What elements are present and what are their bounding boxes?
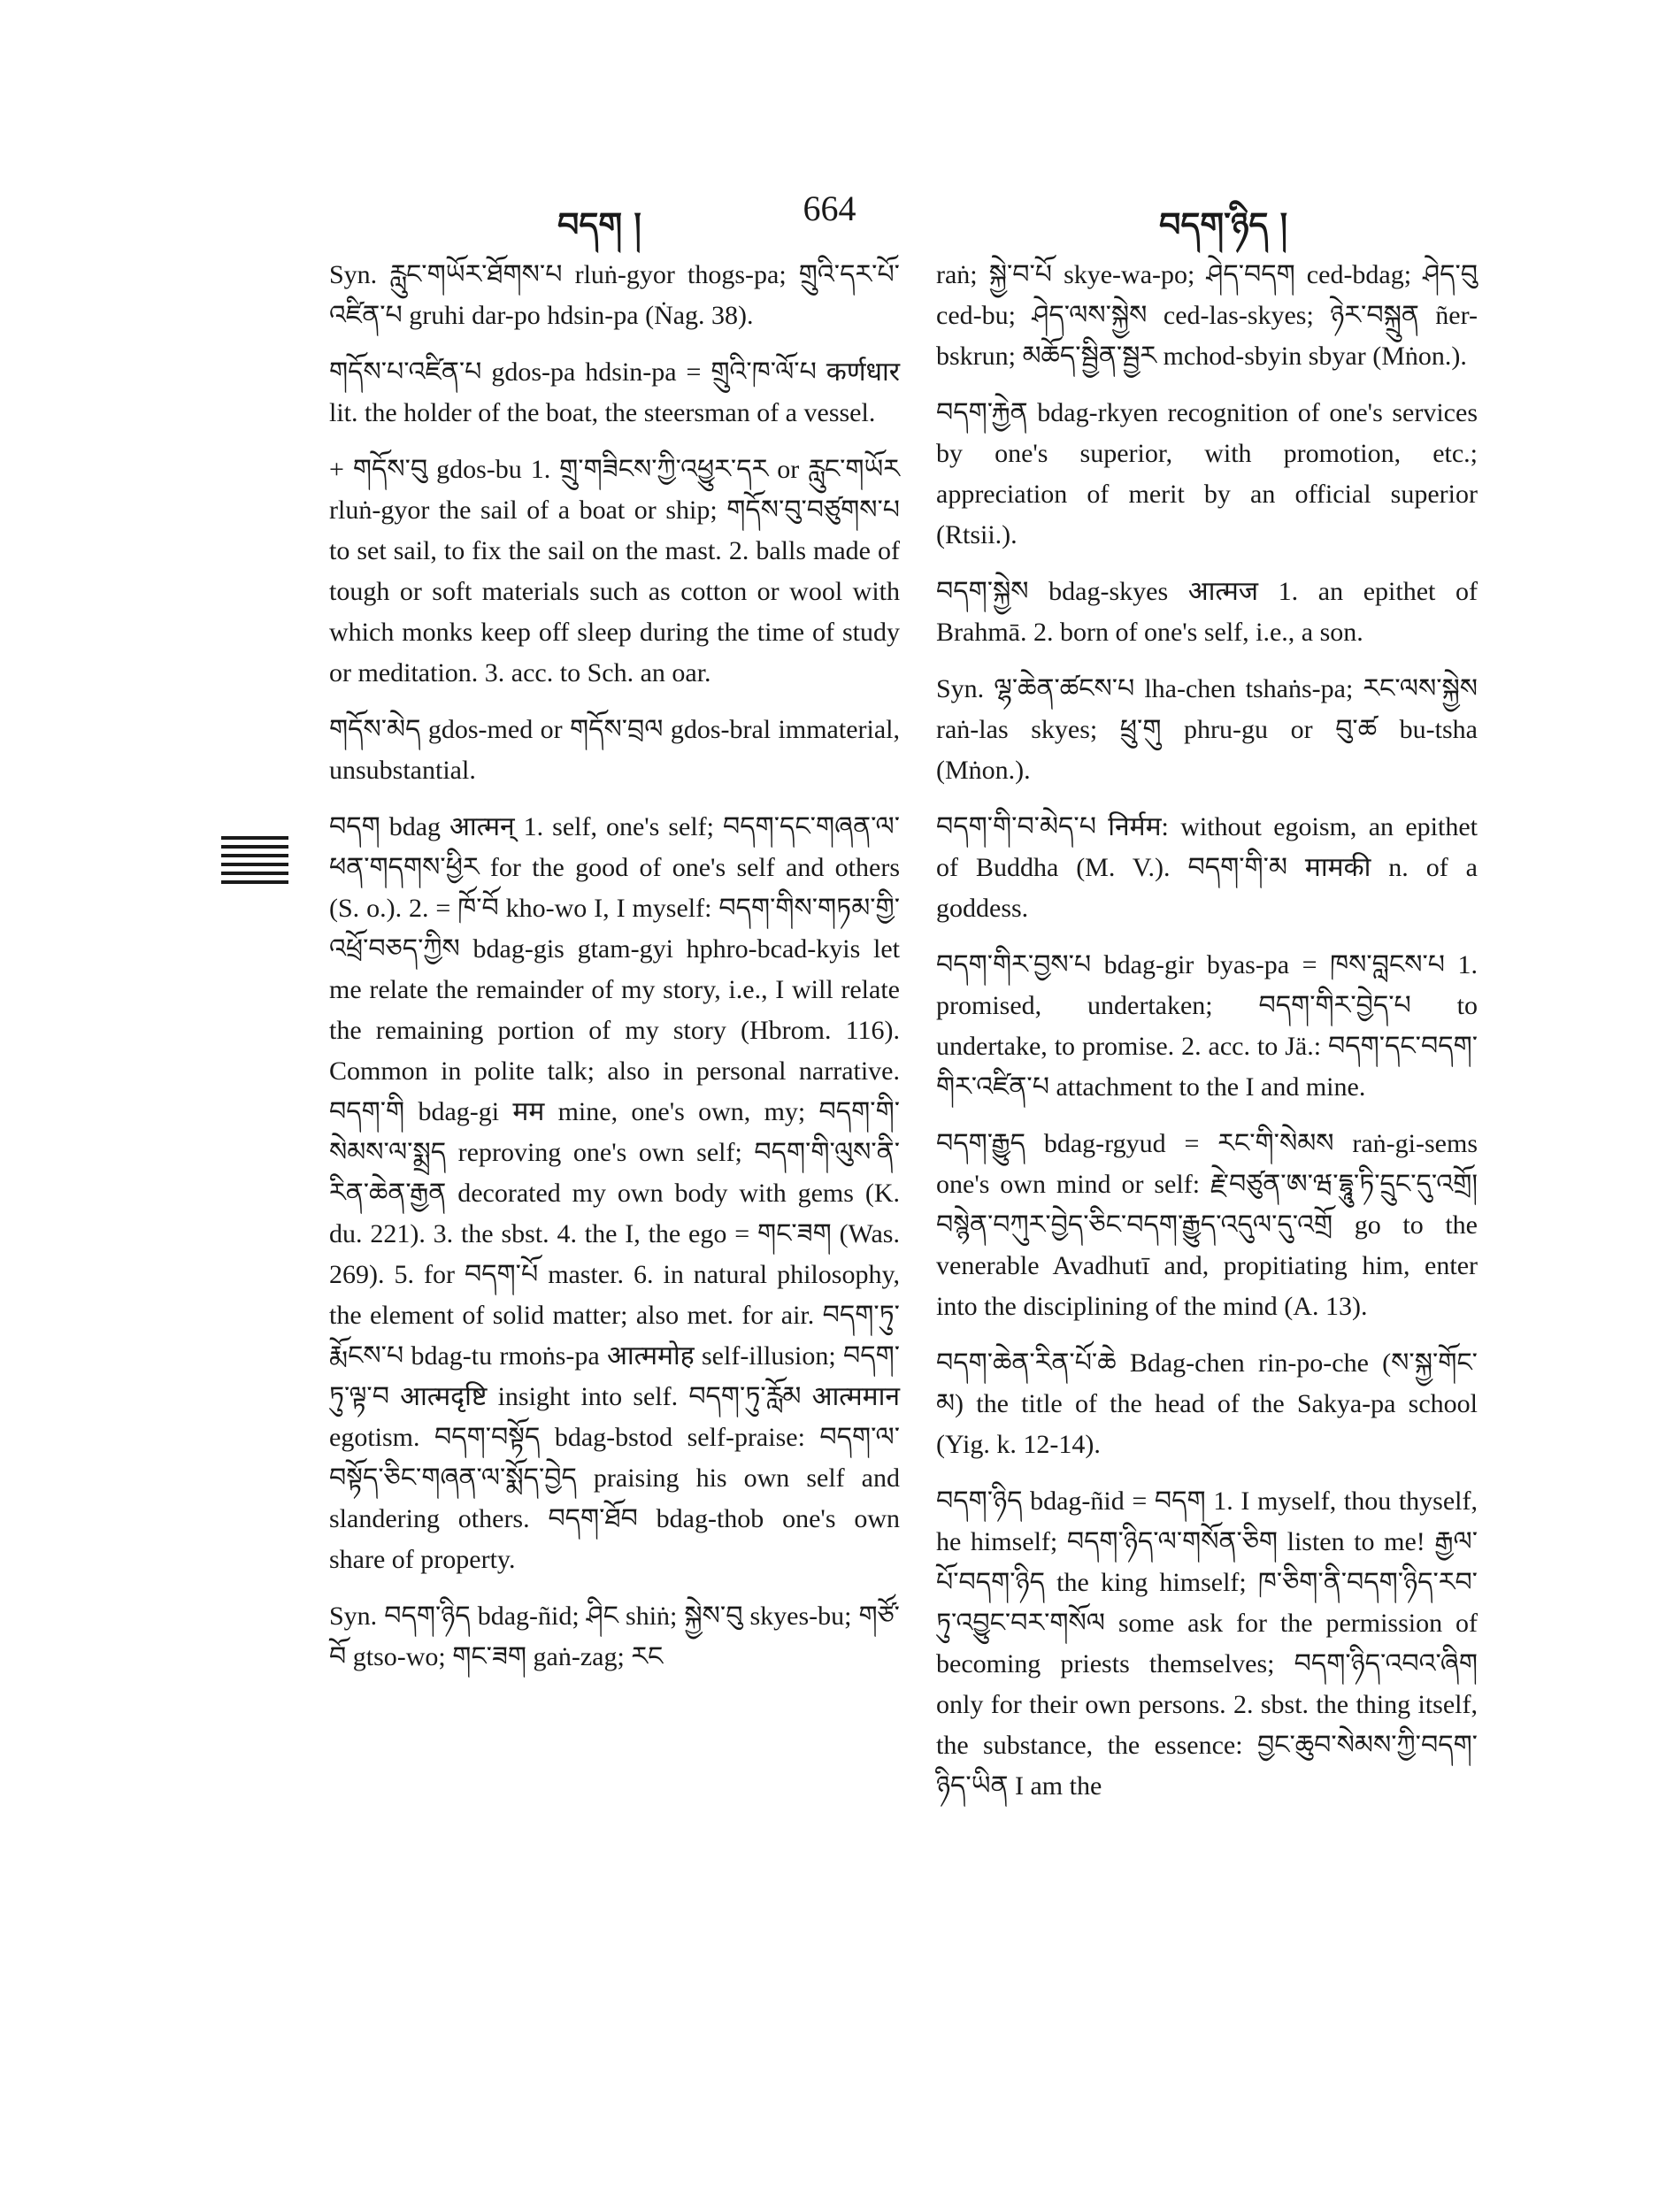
page-number: 664 bbox=[803, 188, 856, 228]
left-column bbox=[329, 255, 900, 1694]
margin-section-marker bbox=[221, 836, 288, 889]
entry-paragraph: Syn. ལྷ་ཆེན་ཚངས་པ lha-chen tshaṅs-pa; རང་ལས་སྐྱེས raṅ-las skyes; ཕྲུ་གུ phru-gu or བུ་ཚ bu-tsha (Mṅon.). bbox=[936, 674, 1478, 785]
entry-paragraph: Syn. བདག་ཉིད bdag-ñid; ཤིང shiṅ; སྐྱེས་བུ skyes-bu; གཙོ་བོ gtso-wo; གང་ཟག gaṅ-zag; རང bbox=[329, 1601, 900, 1671]
entry-paragraph: གདོས་པ་འཛིན་པ gdos-pa hdsin-pa = གྲུའི་ཁ་ལོ་པ कर्णधार lit. the holder of the boat, the steersman of a vessel. bbox=[329, 357, 900, 427]
entry-paragraph: བདག་སྐྱེས bdag-skyes आत्मज 1. an epithet of Brahmā. 2. born of one's self, i.e., a son. bbox=[936, 577, 1478, 647]
entry-paragraph: བདག་ཉིད bdag-ñid = བདག 1. I myself, thou thyself, he himself; བདག་ཉིད་ལ་གསོན་ཅིག listen to me! རྒྱལ་པོ་བདག་ཉིད the king himself; ཁ་ཅིག་ནི་བདག་ཉིད་རབ་ཏུ་འབྱུང་བར་གསོལ some ask for the permission of becoming priests themselves; བདག་ཉིད་འབའ་ཞིག only for their own persons. 2. sbst. the thing itself, the substance, the essence: བྱང་ཆུབ་སེམས་ཀྱི་བདག་ཉིད་ཡིན I am the bbox=[936, 1486, 1478, 1801]
entry-paragraph: བདག་གིར་བྱས་པ bdag-gir byas-pa = ཁས་བླངས་པ 1. promised, undertaken; བདག་གིར་བྱེད་པ to undertake, to promise. 2. acc. to Jä.: བདག་དང་བདག་གིར་འཛིན་པ attachment to the I and mine. bbox=[936, 950, 1478, 1102]
entry-paragraph: བདག་གི་བ་མེད་པ निर्मम: without egoism, an epithet of Buddha (M. V.). བདག་གི་མ मामकी n. of a goddess. bbox=[936, 812, 1478, 923]
entry-paragraph: Syn. རླུང་གཡོར་ཐོགས་པ rluṅ-gyor thogs-pa; གྲུའི་དར་པོ་འཛིན་པ gruhi dar-po hdsin-pa (Ṅag. 38). bbox=[329, 260, 900, 330]
entry-paragraph: + གདོས་བུ gdos-bu 1. གྲུ་གཟིངས་ཀྱི་འཕྱུར་དར or རླུང་གཡོར rluṅ-gyor the sail of a boat or ship; གདོས་བུ་བཙུགས་པ to set sail, to fix the sail on the mast. 2. balls made of tough or soft materials such as cotton or wool with which monks keep off sleep during the time of study or meditation. 3. acc. to Sch. an oar. bbox=[329, 455, 900, 687]
right-running-headword: བདག་ཉིད ། bbox=[1159, 204, 1288, 244]
right-column bbox=[936, 255, 1478, 1823]
entry-paragraph: བདག་ཆེན་རིན་པོ་ཆེ Bdag-chen rin-po-che (ས་སྐྱ་གོང་མ) the title of the head of the Sakya-pa school (Yig. k. 12-14). bbox=[936, 1348, 1478, 1459]
entry-paragraph: གདོས་མེད gdos-med or གདོས་བྲལ gdos-bral immaterial, unsubstantial. bbox=[329, 715, 900, 785]
page-header bbox=[0, 188, 1659, 244]
entry-paragraph: raṅ; སྐྱེ་བ་པོ skye-wa-po; ཤེད་བདག ced-bdag; ཤེད་བུ ced-bu; ཤེད་ལས་སྐྱེས ced-las-skyes; ཉེར་བསྐྲུན ñer-bskrun; མཆོད་སྦྱིན་སྦྱར mchod-sbyin sbyar (Mṅon.). bbox=[936, 260, 1478, 371]
entry-paragraph: བདག་རྒྱུད bdag-rgyud = རང་གི་སེམས raṅ-gi-sems one's own mind or self: རྗེ་བཙུན་ཨ་ཝ་དྷཱུ་ཏི་དྲུང་དུ་འགྲོ། བསྙེན་བཀུར་བྱེད་ཅིང་བདག་རྒྱུད་འདུལ་དུ་འགྲོ go to the venerable Avadhutī and, propitiating him, enter into the disciplining of the mind (A. 13). bbox=[936, 1129, 1478, 1321]
left-running-headword: བདག ། bbox=[557, 204, 641, 244]
entry-paragraph: བདག་རྐྱེན bdag-rkyen recognition of one's services by one's superior, with promotion, etc.; appreciation of merit by an official superior (Rtsii.). bbox=[936, 398, 1478, 549]
main-entry-bdag: བདག bdag आत्मन् 1. self, one's self; བདག་དང་གཞན་ལ་ཕན་གདགས་ཕྱིར for the good of one's self and others (S. o.). 2. = ཁོ་བོ kho-wo I, I myself: བདག་གིས་གཏམ་གྱི་འཕྲོ་བཅད་ཀྱིས bdag-gis gtam-gyi hphro-bcad-kyis let me relate the remainder of my story, i.e., I will relate the remaining portion of my story (Hbrom. 116). Common in polite talk; also in personal narrative. བདག་གི bdag-gi मम mine, one's own, my; བདག་གི་སེམས་ལ་སྨྲད reproving one's own self; བདག་གི་ལུས་ནི་རིན་ཆེན་རྒྱན decorated my own body with gems (K. du. 221). 3. the sbst. 4. the I, the ego = གང་ཟག (Was. 269). 5. for བདག་པོ master. 6. in natural philosophy, the element of solid matter; also met. for air. བདག་ཏུ་རྨོངས་པ bdag-tu rmoṅs-pa आत्ममोह self-illusion; བདག་ཏུ་ལྟ་བ आत्मदृष्टि insight into self. བདག་ཏུ་རློམ आत्ममान egotism. བདག་བསྟོད bdag-bstod self-praise: བདག་ལ་བསྟོད་ཅིང་གཞན་ལ་སྨོད་བྱེད praising his own self and slandering others. བདག་ཐོབ bdag-thob one's own share of property. bbox=[329, 812, 900, 1574]
